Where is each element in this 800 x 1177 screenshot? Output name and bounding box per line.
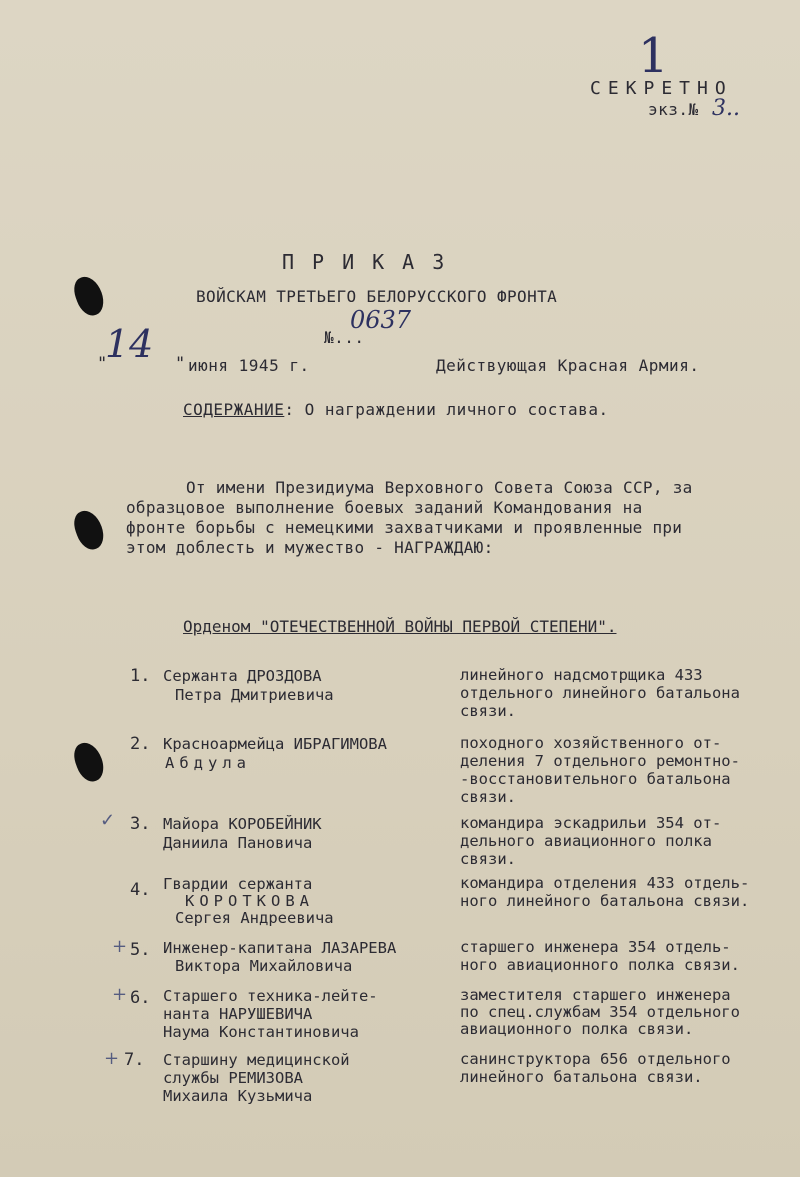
punch-hole xyxy=(70,739,108,785)
awardee-unit-line: ного авиационного полка связи. xyxy=(460,956,740,974)
awardee-name-line: Красноармейца ИБРАГИМОВА xyxy=(163,735,387,753)
order-title: ПРИКАЗ xyxy=(282,250,463,274)
army-line: Действующая Красная Армия. xyxy=(436,356,700,375)
awardee-unit-line: -восстановительного батальона xyxy=(460,770,731,788)
order-number-handwritten: 0637 xyxy=(350,306,412,334)
awardee-unit-line: командира эскадрильи 354 от- xyxy=(460,814,722,832)
awardee-name-line: КОРОТКОВА xyxy=(185,892,314,910)
secret-stamp: СЕКРЕТНО xyxy=(590,78,733,99)
awardee-number: 4. xyxy=(130,880,151,900)
awardee-name-line: службы РЕМИЗОВА xyxy=(163,1069,303,1087)
date-open-quote: " xyxy=(97,354,108,374)
awardee-unit-line: отдельного линейного батальона xyxy=(460,684,740,702)
awardee-number: 7. xyxy=(124,1050,145,1070)
awardee-unit-line: старшего инженера 354 отдель- xyxy=(460,938,731,956)
awardee-unit-line: ного линейного батальона связи. xyxy=(460,892,750,910)
awardee-name-line: Абдула xyxy=(165,754,251,772)
awardee-name-line: Виктора Михайловича xyxy=(175,957,353,975)
awardee-unit-line: линейного надсмотрщика 433 xyxy=(460,666,703,684)
awardee-unit-line: дельного авиационного полка xyxy=(460,832,712,850)
awardee-name-line: Сергея Андреевича xyxy=(175,909,334,927)
check-mark-icon: ✓ xyxy=(100,810,116,831)
awardee-number: 6. xyxy=(130,988,151,1008)
awardee-name-line: Гвардии сержанта xyxy=(163,875,313,893)
awardee-unit-line: по спец.службам 354 отдельного xyxy=(460,1003,740,1021)
preamble-line: фронте борьбы с немецкими захватчиками и проявленные при xyxy=(126,518,683,537)
plus-mark-icon: + xyxy=(112,984,128,1005)
awardee-number: 5. xyxy=(130,940,151,960)
awardee-unit-line: связи. xyxy=(460,702,516,720)
awardee-number: 1. xyxy=(130,666,151,686)
punch-hole xyxy=(70,507,108,553)
content-label: СОДЕРЖАНИЕ xyxy=(183,400,285,419)
awardee-unit-line: авиационного полка связи. xyxy=(460,1020,694,1038)
copy-number-suffix: .. xyxy=(726,96,740,121)
date-day-handwritten: 14 xyxy=(105,322,154,366)
awardee-unit-line: связи. xyxy=(460,788,516,806)
preamble-line: образцовое выполнение боевых заданий Командования на xyxy=(126,498,643,517)
awardee-unit-line: линейного батальона связи. xyxy=(460,1068,703,1086)
awardee-name-line: нанта НАРУШЕВИЧА xyxy=(163,1005,313,1023)
date-month-year: июня 1945 г. xyxy=(188,356,310,375)
copy-number xyxy=(712,96,740,121)
awardee-name-line: Михаила Кузьмича xyxy=(163,1087,313,1105)
awardee-name-line: Наума Константиновича xyxy=(163,1023,359,1041)
awardee-unit-line: санинструктора 656 отдельного xyxy=(460,1050,731,1068)
content-text: : О награждении личного состава. xyxy=(284,400,609,419)
punch-hole xyxy=(70,273,108,319)
order-heading: Орденом "ОТЕЧЕСТВЕННОЙ ВОЙНЫ ПЕРВОЙ СТЕПЕНИ". xyxy=(183,617,617,636)
awardee-name-line: Инженер-капитана ЛАЗАРЕВА xyxy=(163,939,397,957)
preamble-line: этом доблесть и мужество - НАГРАЖДАЮ: xyxy=(126,538,494,557)
copy-label xyxy=(648,100,699,119)
awardee-name-line: Старшину медицинской xyxy=(163,1051,350,1069)
plus-mark-icon: + xyxy=(104,1048,120,1069)
copy-label-text: экз.№ xyxy=(648,100,699,119)
number-sign: № xyxy=(324,328,335,347)
preamble-line: От имени Президиума Верховного Совета Союза ССР, за xyxy=(186,478,693,497)
awardee-name-line: Сержанта ДРОЗДОВА xyxy=(163,667,322,685)
awardee-name-line: Петра Дмитриевича xyxy=(175,686,334,704)
awardee-name-line: Старшего техника-лейте- xyxy=(163,987,378,1005)
awardee-number: 3. xyxy=(130,814,151,834)
awardee-unit-line: заместителя старшего инженера xyxy=(460,986,731,1004)
awardee-name-line: Даниила Пановича xyxy=(163,834,313,852)
awardee-unit-line: походного хозяйственного от- xyxy=(460,734,722,752)
page-number: 1 xyxy=(638,28,669,84)
awardee-number: 2. xyxy=(130,734,151,754)
plus-mark-icon: + xyxy=(112,936,128,957)
awardee-unit-line: деления 7 отдельного ремонтно- xyxy=(460,752,740,770)
copy-number-value: 3 xyxy=(712,96,726,121)
order-subtitle: ВОЙСКАМ ТРЕТЬЕГО БЕЛОРУССКОГО ФРОНТА xyxy=(196,287,558,306)
awardee-unit-line: командира отделения 433 отдель- xyxy=(460,874,750,892)
awardee-name-line: Майора КОРОБЕЙНИК xyxy=(163,815,322,833)
number-dots: ... xyxy=(334,328,365,347)
awardee-unit-line: связи. xyxy=(460,850,516,868)
content-line xyxy=(183,400,609,419)
date-close-quote: " xyxy=(175,354,186,374)
